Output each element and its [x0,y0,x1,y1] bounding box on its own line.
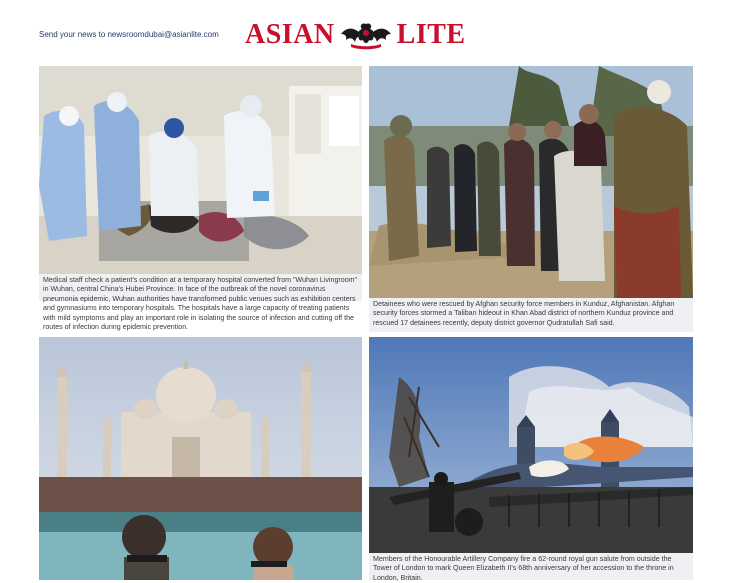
caption-hospital: Medical staff check a patient's condition at a temporary hospital converted from "Wuhan Livingroom" in Wuhan, central China's Hubei Province. In face of the outbreak of the novel coronavirus pneumonia epidemic, Wuhan authorities have transformed public venues such as exhibition centers and gymnasiums into temporary hospitals. The hospitals have a large capacity of treating patients with mild symptoms and play an important role in isolating the source of infection and cutting off the routes of infection during epidemic prevention. [39,274,362,301]
photo-tower-cell [369,337,693,580]
header-email: Send your news to newsroomdubai@asianlite.com [39,30,219,39]
photo-hospital [39,66,362,274]
logo-text-right: LITE [396,19,466,50]
photo-taj-cell [39,337,362,580]
photo-hospital-cell [39,66,362,332]
photo-tower-bridge-salute [369,337,693,553]
logo[interactable] [245,18,477,52]
photo-afghan-detainees [369,66,693,298]
photo-taj-mahal [39,337,362,580]
caption-afghan: Detainees who were rescued by Afghan security force members in Kunduz, Afghanistan. Afghan security forces stormed a Taliban hideout in Khan Abad district of northern Kunduz province and rescued 17 detainees recently, deputy district governor Qudratullah Safi said. [369,298,693,332]
photo-afghan-cell [369,66,693,332]
caption-tower: Members of the Honourable Artillery Company fire a 62-round royal gun salute from outside the Tower of London to mark Queen Elizabeth II's 68th anniversary of her accession to the throne in London, Britain. [369,553,693,580]
crest-icon [337,20,395,50]
logo-text-left: ASIAN [245,19,335,50]
